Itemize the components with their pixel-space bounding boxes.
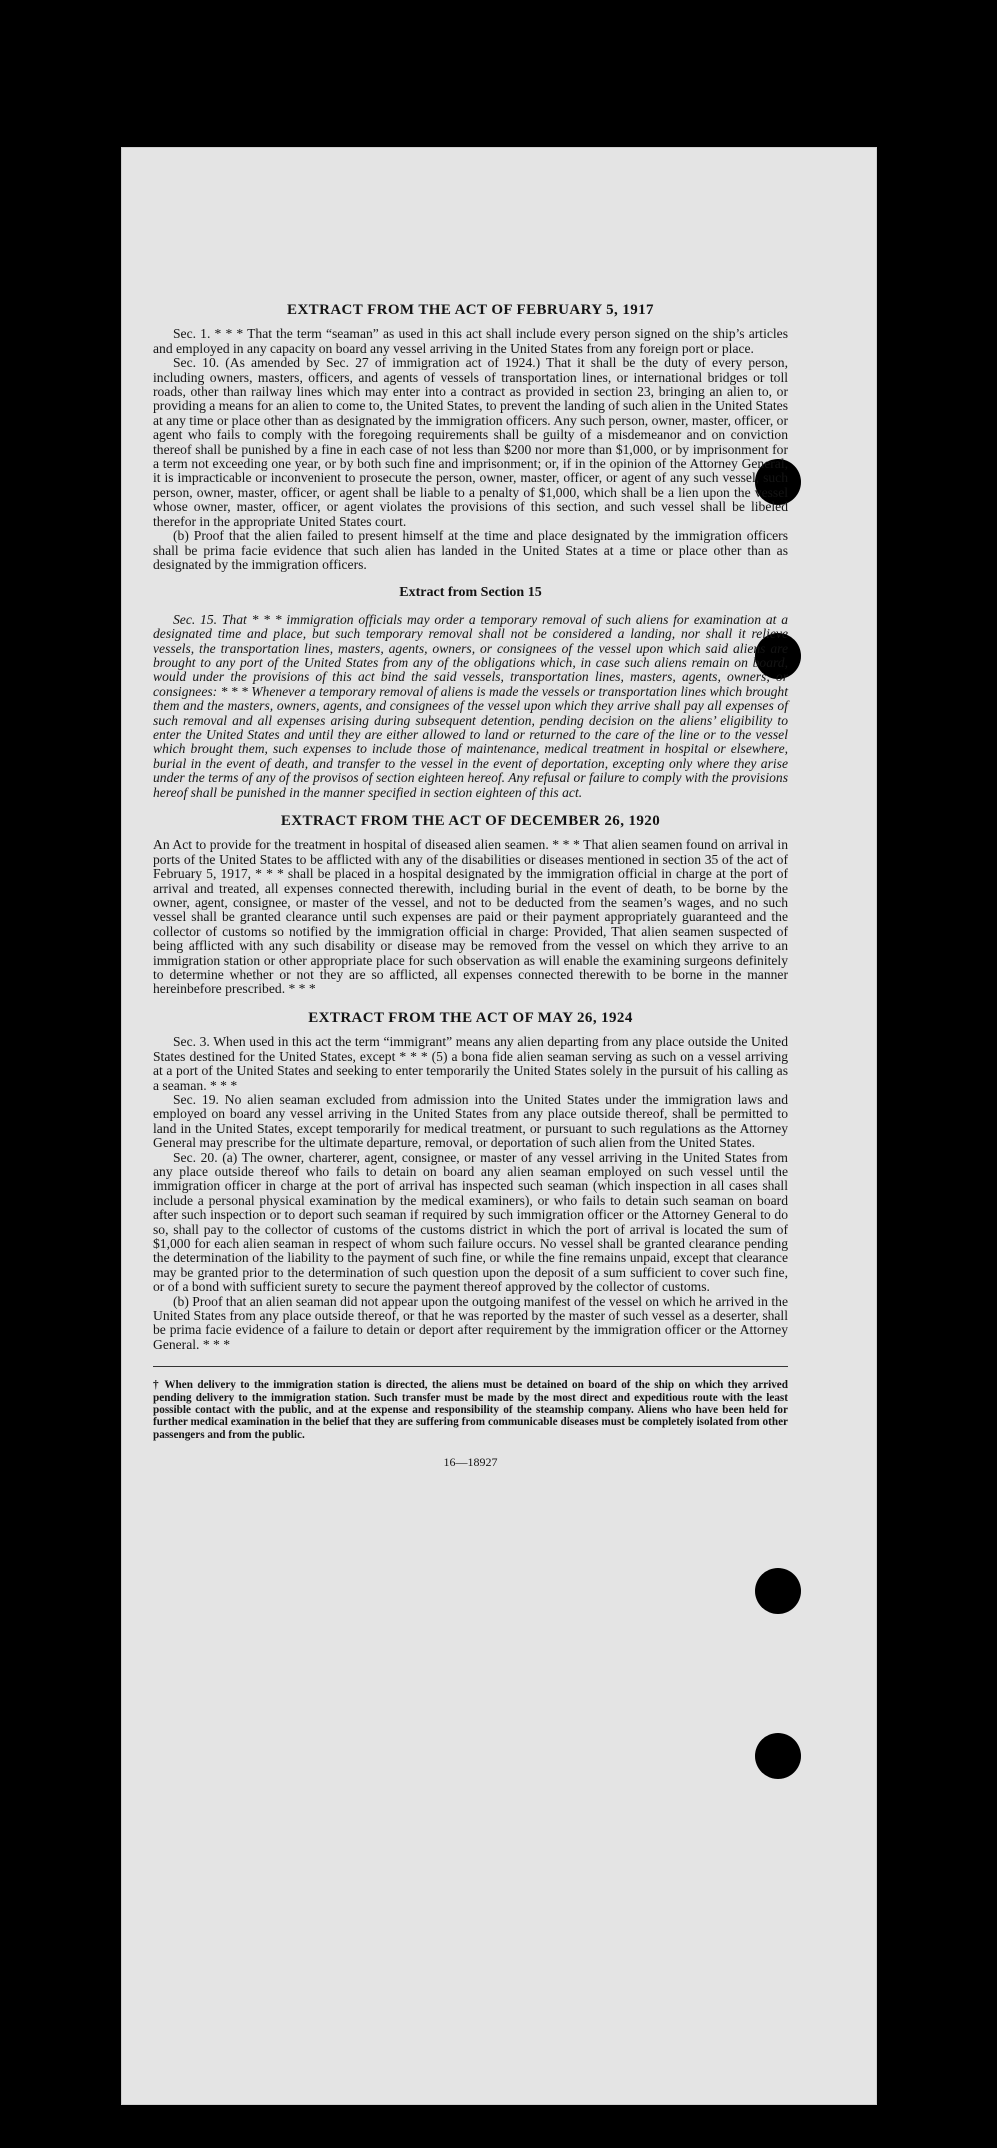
heading-section-15: Extract from Section 15 [399, 585, 542, 601]
document-page [121, 147, 877, 2105]
section-act-1924 [153, 1011, 788, 1352]
section-act-1920 [153, 814, 788, 997]
paragraph-sec-10-b: (b) Proof that the alien failed to present himself at the time and place designated by the immigration officers shall be prima facie evidence that such alien has landed in the United States at a time or place other than as designated by the immigration officers. [153, 528, 788, 572]
paragraph-sec-1: Sec. 1. * * * That the term “seaman” as used in this act shall include every person signed on the ship’s articles and employed in any capacity on board any vessel arriving in the United States from any foreign port or place. [153, 326, 788, 356]
punch-hole [755, 1733, 801, 1779]
heading-act-1920: EXTRACT FROM THE ACT OF DECEMBER 26, 1920 [280, 813, 661, 829]
punch-hole [755, 1568, 801, 1614]
section-15 [153, 586, 788, 800]
page-code: 16—18927 [443, 1455, 498, 1470]
paragraph-act-1920: An Act to provide for the treatment in hospital of diseased alien seamen. * * * That alien seamen found on arrival in ports of the United States to be afflicted with any of the disabilities or diseases mentioned in section 35 of the act of February 5, 1917, * * * shall be placed in a hospital designated by the immigration official in charge at the port of arrival and treated, all expenses connected therewith, including burial in the event of death, to be borne by the owner, agent, consignee, or master of the vessel, and not to be deducted from the seamen’s wages, and no such vessel shall be granted clearance until such expenses are paid or their payment appropriately guaranteed and the collector of customs so notified by the immigration official in charge: Provided, That alien seamen suspected of being afflicted with any such disability or disease may be removed from the vessel on which they arrive to an immigration station or other appropriate place for such observation as will enable the examining surgeons definitely to determine whether or not they are so afflicted, all expenses connected therewith to be borne in the manner hereinbefore prescribed. * * * [153, 837, 788, 997]
document-text [153, 303, 788, 1470]
footnote-divider [153, 1366, 788, 1367]
footnote: † When delivery to the immigration station is directed, the aliens must be detained on board of the ship on which they arrived pending delivery to the immigration station. Such transfer must be made by the most direct and expeditious route with the least possible contact with the public, and at the expense and responsibility of the steamship company. Aliens who have been held for further medical examination in the belief that they are suffering from communicable diseases must be completely isolated from other passengers and from the public. [153, 1379, 788, 1441]
section-act-1917 [153, 303, 788, 572]
paragraph-sec-10: Sec. 10. (As amended by Sec. 27 of immigration act of 1924.) That it shall be the duty of every person, including owners, masters, officers, and agents of vessels of transportation lines, or international bridges or toll roads, other than railway lines which may enter into a contract as provided in section 23, bringing an alien to, or providing a means for an alien to come to, the United States, to prevent the landing of such alien in the United States at any time or place other than as designated by the immigration officers. Any such person, owner, master, officer, or agent who fails to comply with the foregoing requirements shall be guilty of a misdemeanor and on conviction thereof shall be punished by a fine in each case of not less than $200 nor more than $1,000, or by imprisonment for a term not exceeding one year, or by both such fine and imprisonment; or, if in the opinion of the Attorney General, it is impracticable or inconvenient to prosecute the person, owner, master, officer, or agent of any such vessel, such person, owner, master, officer, or agent shall be liable to a penalty of $1,000, which shall be a lien upon the vessel whose owner, master, officer, or agent violates the provisions of this section, and such vessel shall be libeled therefor in the appropriate United States court. [153, 355, 788, 529]
heading-act-1924: EXTRACT FROM THE ACT OF MAY 26, 1924 [308, 1009, 633, 1026]
paragraph-sec-15: Sec. 15. That * * * immigration officials may order a temporary removal of such aliens for examination at a designated time and place, but such temporary removal shall not be considered a landing, nor shall it relieve vessels, the transportation lines, masters, agents, owners, or consignees of the vessel upon which said aliens are brought to any port of the United States from any of the obligations which, in case such aliens remain on board, would under the provisions of this act bind the said vessels, transportation lines, masters, agents, owners, or consignees: * * * Whenever a temporary removal of aliens is made the vessels or transportation lines which brought them and the masters, owners, agents, and consignees of the vessel upon which they arrive shall pay all expenses of such removal and all expenses arising during subsequent detention, pending decision on the aliens’ eligibility to enter the United States and until they are either allowed to land or returned to the care of the line or to the vessel which brought them, such expenses to include those of maintenance, medical treatment in hospital or elsewhere, burial in the event of death, and transfer to the vessel in the event of deportation, excepting only where they arise under the terms of any of the provisos of section eighteen hereof. Any refusal or failure to comply with the provisions hereof shall be punished in the manner specified in section eighteen of this act. [153, 611, 788, 800]
paragraph-sec-20-a: Sec. 20. (a) The owner, charterer, agent, consignee, or master of any vessel arriving in the United States from any place outside thereof who fails to detain on board any alien seaman employed on such vessel until the immigration officer in charge at the port of arrival has inspected such seaman (which inspection in all cases shall include a personal physical examination by the medical examiners), or who fails to detain such seaman on board after such inspection or to deport such seaman if required by such immigration officer or the Attorney General to do so, shall pay to the collector of customs of the customs district in which the port of arrival is located the sum of $1,000 for each alien seaman in respect of whom such failure occurs. No vessel shall be granted clearance pending the determination of the liability to the payment of such fine, or while the fine remains unpaid, except that clearance may be granted prior to the determination of such question upon the deposit of a sum sufficient to cover such fine, or of a bond with sufficient surety to secure the payment thereof approved by the collector of customs. [153, 1149, 788, 1295]
paragraph-sec-20-b: (b) Proof that an alien seaman did not appear upon the outgoing manifest of the vessel on which he arrived in the United States from any place outside thereof, or that he was reported by the master of such vessel as a deserter, shall be prima facie evidence of a failure to detain or deport after requirement by the immigration officer or the Attorney General. * * * [153, 1293, 788, 1352]
heading-act-1917: EXTRACT FROM THE ACT OF FEBRUARY 5, 1917 [287, 302, 654, 318]
paragraph-sec-19: Sec. 19. No alien seaman excluded from admission into the United States under the immigration laws and employed on board any vessel arriving in the United States from any place outside thereof, shall be permitted to land in the United States, except temporarily for medical treatment, or pursuant to such regulations as the Attorney General may prescribe for the ultimate departure, removal, or deportation of such alien from the United States. [153, 1091, 788, 1151]
paragraph-sec-3: Sec. 3. When used in this act the term “immigrant” means any alien departing from any place outside the United States destined for the United States, except * * * (5) a bona fide alien seaman serving as such on a vessel arriving at a port of the United States and seeking to enter temporarily the United States solely in the pursuit of his calling as a seaman. * * * [153, 1034, 788, 1093]
